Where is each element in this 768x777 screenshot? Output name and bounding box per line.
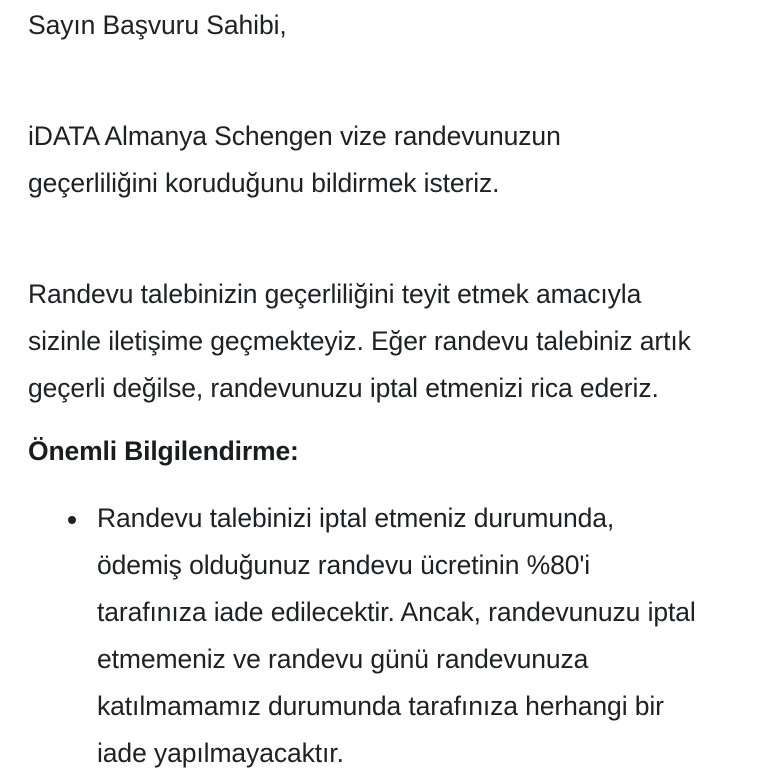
notice-bullet-list xyxy=(28,495,744,777)
greeting-line-1: Sayın Başvuru Sahibi, xyxy=(28,10,287,40)
list-item-line-2: ödemiş olduğunuz randevu ücretinin %80'i xyxy=(97,550,591,580)
confirmation-line-1: Randevu talebinizin geçerliliğini teyit etmek amacıyla xyxy=(28,279,642,309)
list-item-line-4: etmemeniz ve randevu günü randevunuza xyxy=(97,644,589,674)
list-item-line-6: iade yapılmayacaktır. xyxy=(97,738,344,768)
confirmation-line-3: geçerli değilse, randevunuzu iptal etmenizi rica ederiz. xyxy=(28,373,659,403)
intro-line-1: iDATA Almanya Schengen vize randevunuzun xyxy=(28,121,561,151)
notice-heading: Önemli Bilgilendirme: xyxy=(28,436,299,466)
intro-paragraph xyxy=(28,113,744,207)
intro-line-2: geçerliliğini koruduğunu bildirmek isteriz. xyxy=(28,168,500,198)
bullet-point-icon xyxy=(68,495,77,542)
list-item-line-1: Randevu talebinizi iptal etmeniz durumunda, xyxy=(97,503,615,533)
confirmation-line-2: sizinle iletişime geçmekteyiz. Eğer randevu talebiniz artık xyxy=(28,326,691,356)
list-item xyxy=(28,495,744,777)
confirmation-paragraph xyxy=(28,271,744,412)
list-item-line-5: katılmamamız durumunda tarafınıza herhangi bir xyxy=(97,691,664,721)
list-item-text xyxy=(97,495,744,777)
list-item-line-3: tarafınıza iade edilecektir. Ancak, randevunuzu iptal xyxy=(97,597,696,627)
greeting-paragraph xyxy=(28,2,744,49)
document-body xyxy=(28,0,744,777)
